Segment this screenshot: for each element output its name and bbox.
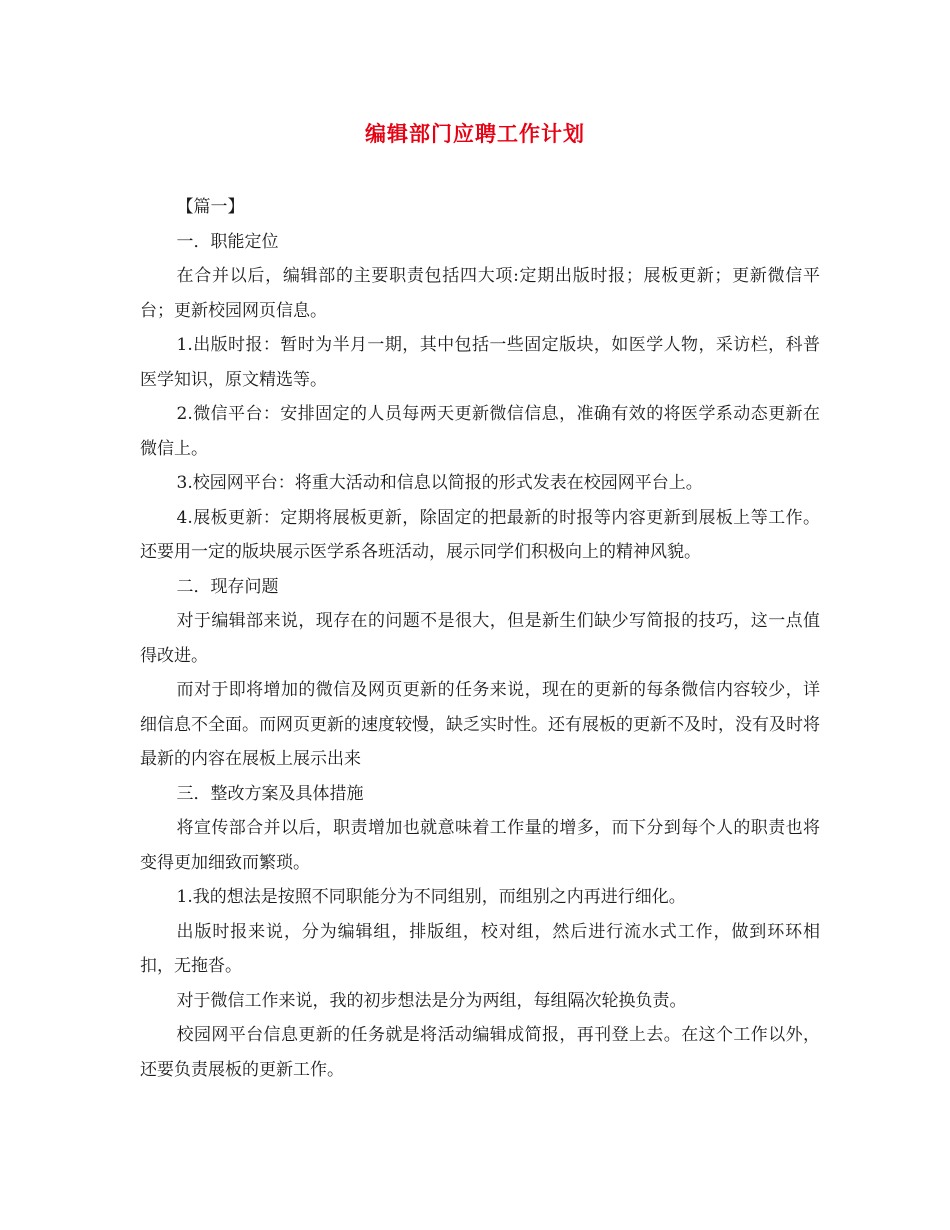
document-title: 编辑部门应聘工作计划 — [365, 122, 585, 146]
section-heading: 三．整改方案及具体措施 — [176, 783, 364, 804]
paragraph: 3.校园网平台：将重大活动和信息以简报的形式发表在校园网平台上。 — [176, 473, 703, 493]
paragraph: 2.微信平台：安排固定的人员每两天更新微信信息，准确有效的将医学系动态更新在微信上。 — [140, 404, 820, 459]
paragraph: 校园网平台信息更新的任务就是将活动编辑成简报，再刊登上去。在这个工作以外，还要负责展板的更新工作。 — [140, 1025, 820, 1080]
paragraph: 而对于即将增加的微信及网页更新的任务来说，现在的更新的每条微信内容较少，详细信息不全面。而网页更新的速度较慢，缺乏实时性。还有展板的更新不及时，没有及时将最新的内容在展板上展示出来 — [140, 680, 820, 769]
paragraph: 对于微信工作来说，我的初步想法是分为两组，每组隔次轮换负责。 — [176, 990, 687, 1011]
section-heading: 二．现存问题 — [176, 576, 279, 597]
section-heading: 一．职能定位 — [176, 231, 279, 252]
paragraph: 出版时报来说，分为编辑组，排版组，校对组，然后进行流水式工作，做到环环相扣，无拖沓。 — [140, 921, 820, 976]
paragraph: 将宣传部合并以后，职责增加也就意味着工作量的增多，而下分到每个人的职责也将变得更加细致而繁琐。 — [140, 818, 820, 873]
paragraph: 4.展板更新：定期将展板更新，除固定的把最新的时报等内容更新到展板上等工作。还要用一定的版块展示医学系各班活动，展示同学们积极向上的精神风貌。 — [140, 507, 820, 562]
paragraph: 1.我的想法是按照不同职能分为不同组别，而组别之内再进行细化。 — [176, 887, 686, 907]
paragraph: 在合并以后，编辑部的主要职责包括四大项:定期出版时报；展板更新；更新微信平台；更新校园网页信息。 — [140, 266, 820, 321]
document-body — [140, 190, 820, 1087]
paragraph: 1.出版时报：暂时为半月一期，其中包括一些固定版块，如医学人物，采访栏，科普医学知识，原文精选等。 — [140, 335, 820, 390]
paragraph: 对于编辑部来说，现存在的问题不是很大，但是新生们缺少写简报的技巧，这一点值得改进。 — [140, 611, 820, 666]
section-label: 【篇一】 — [176, 197, 245, 217]
